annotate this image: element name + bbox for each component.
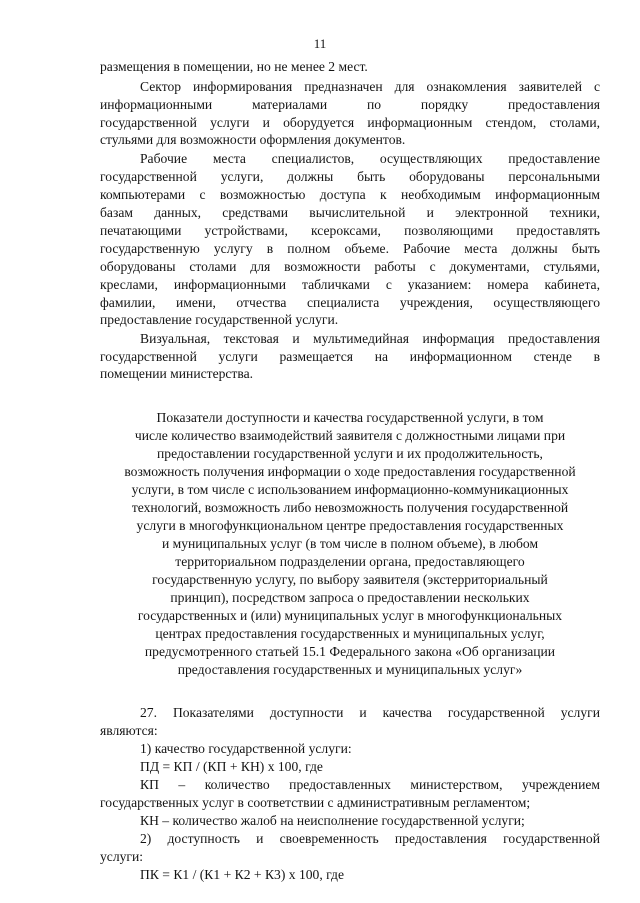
text-line: оборудованы столами для возможности работы с документами, стульями, <box>100 259 600 274</box>
text-line: государственной услуги и оборудуется информационным стендом, столами, <box>100 115 600 130</box>
text-line: 2) доступность и своевременность предоставления государственной <box>140 831 600 846</box>
text-line: государственной услуги размещается на информационном стенде в <box>100 349 600 364</box>
text-line: Сектор информирования предназначен для ознакомления заявителей с <box>140 79 600 94</box>
section-heading-line: технологий, возможность либо невозможность получения государственной <box>131 500 569 515</box>
text-line: креслами, информационными табличками с указанием: номера кабинета, <box>100 277 600 292</box>
text-line: компьютерами с возможностью доступа к необходимым информационным <box>100 187 600 202</box>
text-line: государственных услуг в соответствии с административным регламентом; <box>100 795 531 810</box>
text-line: являются: <box>100 723 158 738</box>
section-heading-line: принцип), посредством запроса о предоставлении нескольких <box>170 590 530 605</box>
section-heading-line: предоставлении государственной услуги и их продолжительность, <box>157 446 543 461</box>
section-heading-line: услуги в многофункциональном центре предоставления государственных <box>136 518 564 533</box>
text-line: государственной услуги, должны быть оборудованы персональными <box>100 169 600 184</box>
text-line: фамилии, имени, отчества специалиста учреждения, осуществляющего <box>100 295 600 310</box>
section-heading-line: предусмотренного статьей 15.1 Федерального закона «Об организации <box>144 644 556 659</box>
section-heading-line: территориальном подразделении органа, предоставляющего <box>175 554 525 569</box>
text-line: КП – количество предоставленных министерством, учреждением <box>140 777 600 792</box>
text-line: предоставление государственной услуги. <box>100 312 339 327</box>
text-line: 27. Показателями доступности и качества государственной услуги <box>140 705 600 720</box>
section-heading-line: государственную услугу, по выбору заявителя (экстерриториальный <box>152 572 548 587</box>
page-number: 11 <box>313 36 327 51</box>
text-line: размещения в помещении, но не менее 2 мест. <box>100 59 368 74</box>
formula-line: ПД = КП / (КП + КН) х 100, где <box>140 759 323 774</box>
text-line: базам данных, средствами вычислительной и электронной техники, <box>100 205 600 220</box>
text-line: помещении министерства. <box>100 366 254 381</box>
formula-line: ПК = К1 / (К1 + К2 + К3) х 100, где <box>140 867 344 882</box>
section-heading-line: числе количество взаимодействий заявителя с должностными лицами при <box>134 428 566 443</box>
section-heading-line: Показатели доступности и качества государственной услуги, в том <box>156 410 544 425</box>
text-line: информационными материалами по порядку предоставления <box>100 97 600 112</box>
text-line: стульями для возможности оформления документов. <box>100 132 406 147</box>
text-line: услуги: <box>100 849 144 864</box>
section-heading-line: предоставления государственных и муниципальных услуг» <box>177 662 523 677</box>
text-line: Визуальная, текстовая и мультимедийная информация предоставления <box>140 331 600 346</box>
text-line: Рабочие места специалистов, осуществляющих предоставление <box>140 151 600 166</box>
section-heading-line: государственных и (или) муниципальных услуг в многофункциональных <box>137 608 563 623</box>
text-line: КН – количество жалоб на неисполнение государственной услуги; <box>140 813 525 828</box>
text-line: государственную услугу в полном объеме. Рабочие места должны быть <box>100 241 600 256</box>
text-line: 1) качество государственной услуги: <box>140 741 352 756</box>
section-heading-line: центрах предоставления государственных и муниципальных услуг, <box>155 626 545 641</box>
text-line: печатающими устройствами, ксероксами, позволяющими предоставлять <box>100 223 600 238</box>
section-heading-line: услуги, в том числе с использованием информационно-коммуникационных <box>131 482 569 497</box>
section-heading-line: и муниципальных услуг (в том числе в полном объеме), в любом <box>161 536 539 551</box>
section-heading-line: возможность получения информации о ходе предоставления государственной <box>124 464 576 479</box>
